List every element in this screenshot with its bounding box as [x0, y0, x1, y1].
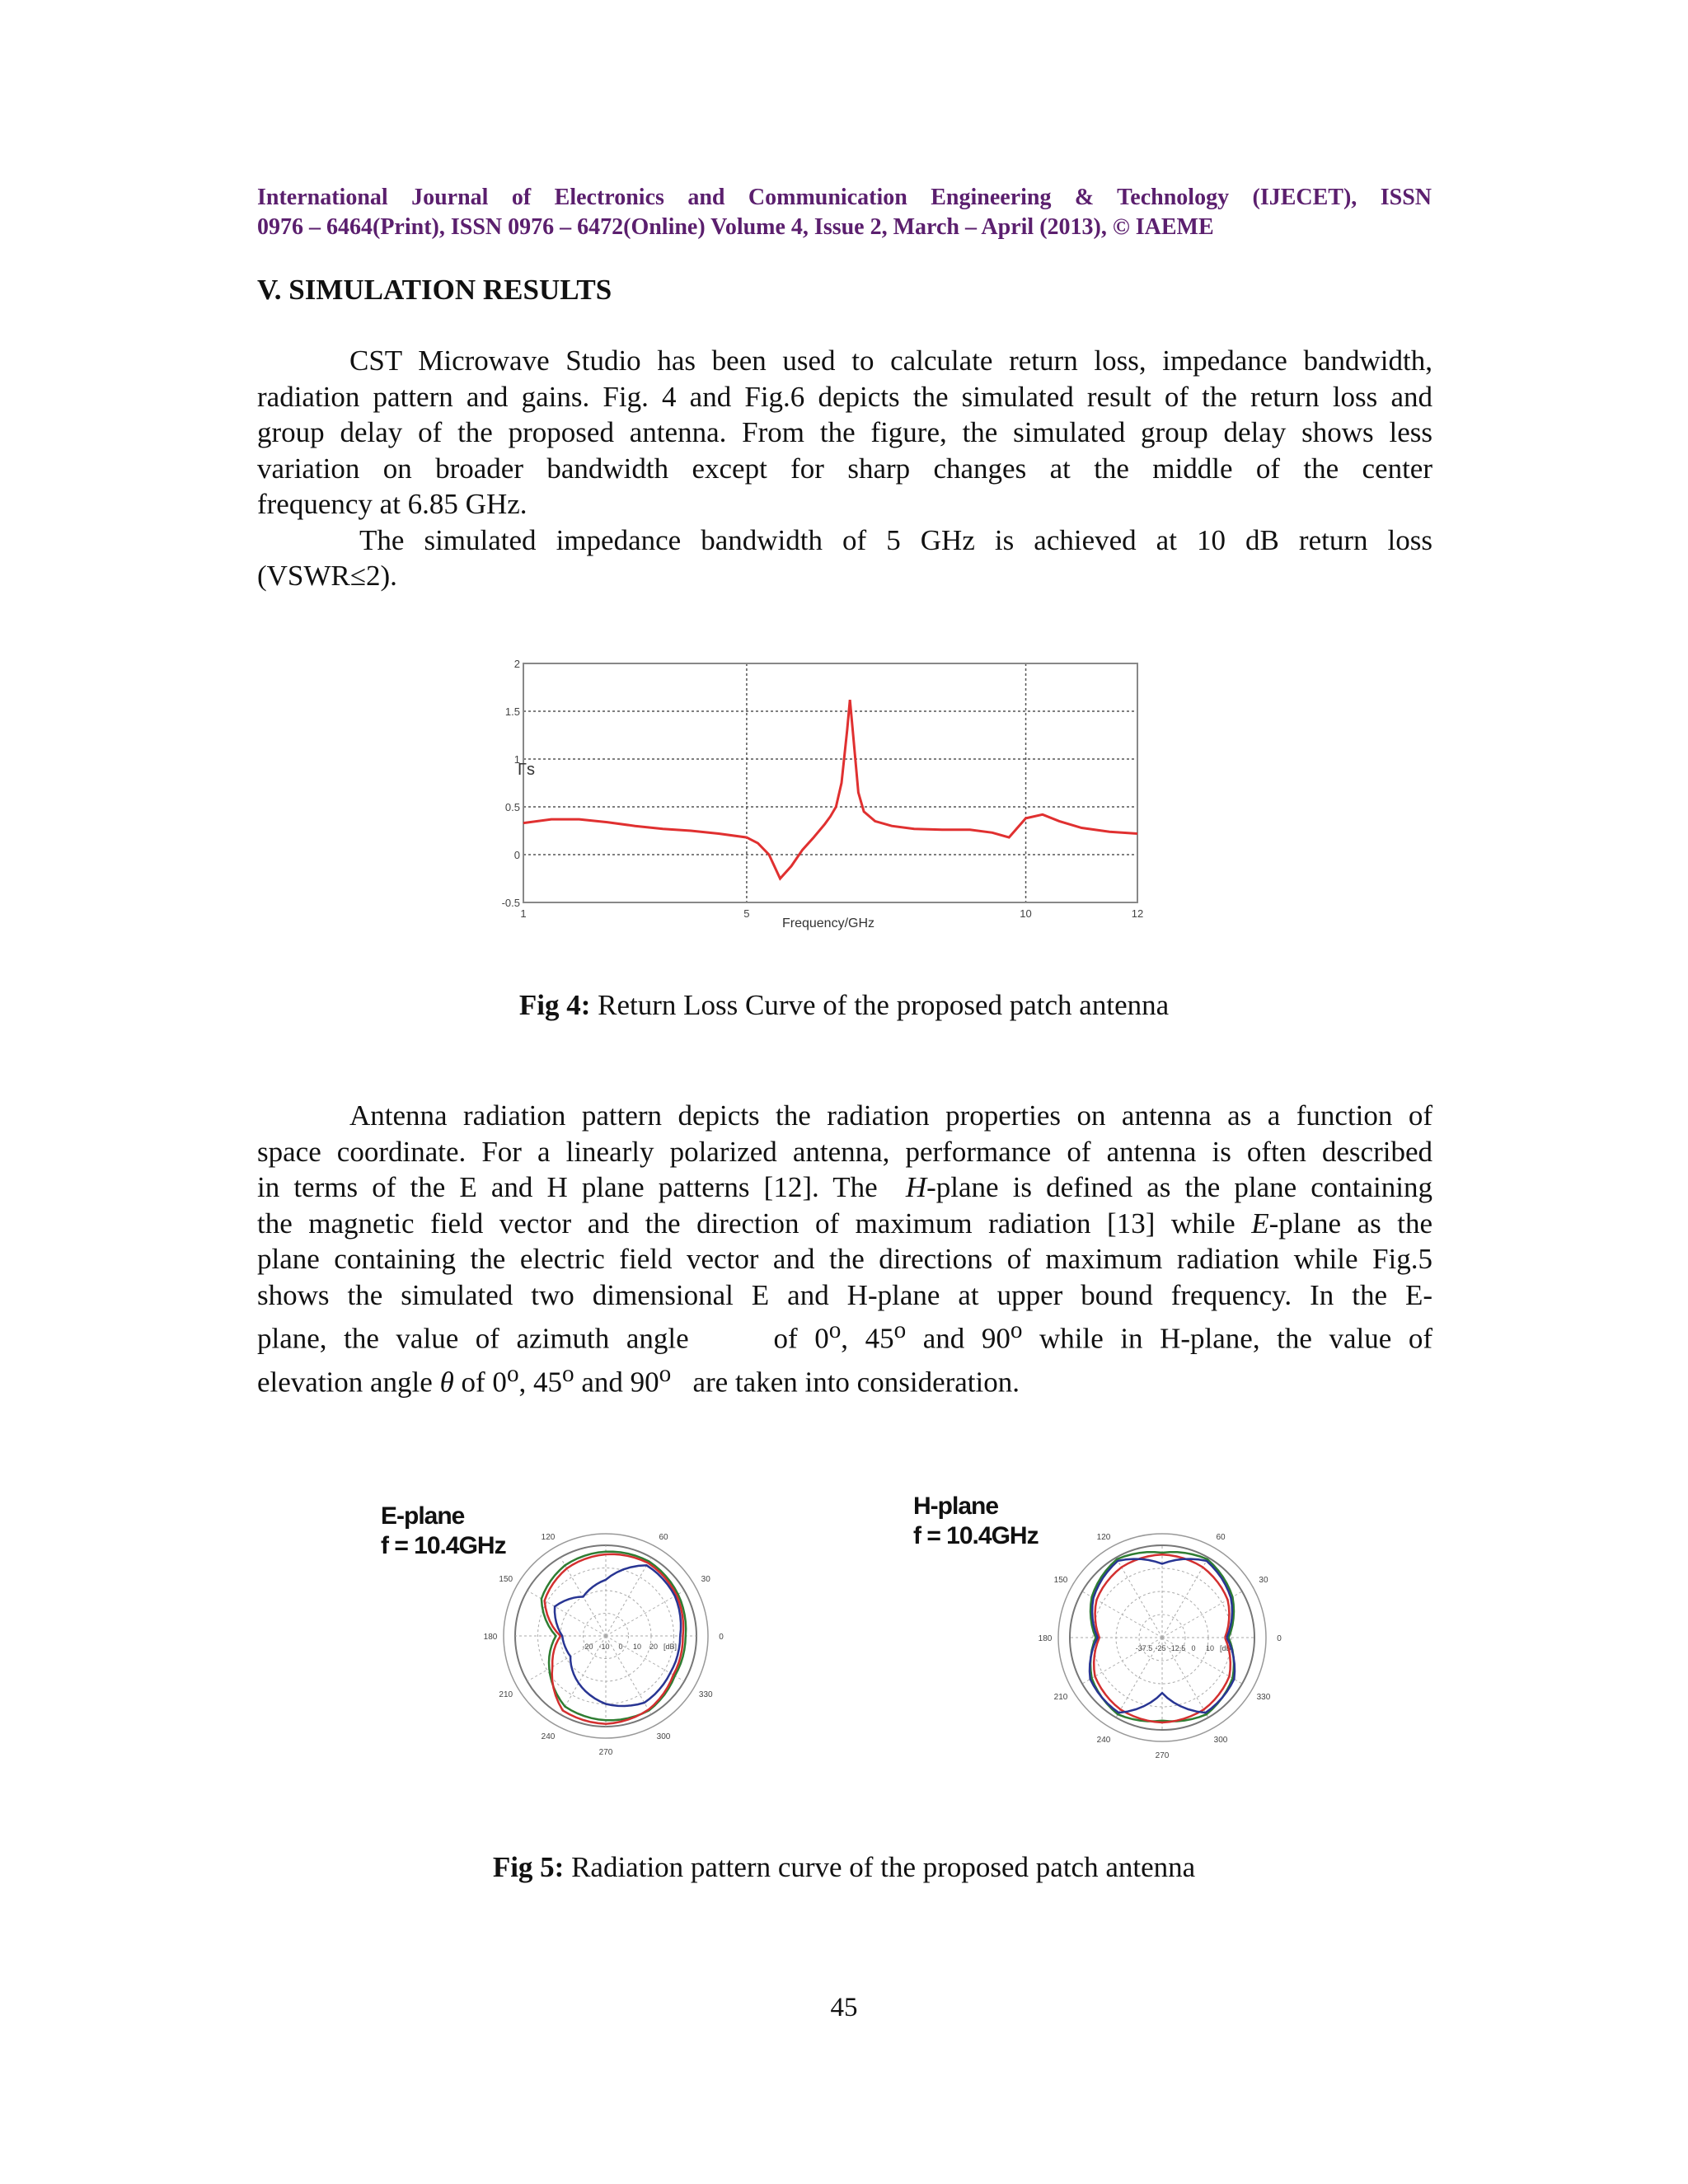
polar-spoke [606, 1591, 684, 1636]
angle-label: 60 [659, 1532, 668, 1542]
radial-label: 20 [649, 1643, 659, 1651]
section-title: V. SIMULATION RESULTS [257, 274, 612, 306]
paragraph-line: (VSWR≤2). [257, 560, 397, 592]
e-plane-polar-chart [483, 1479, 724, 1793]
angle-label: 240 [541, 1732, 556, 1742]
y-tick-label: -0.5 [501, 897, 520, 909]
y-tick-label: 0 [513, 849, 520, 861]
fig5-caption-text: Radiation pattern curve of the proposed patch antenna [564, 1851, 1196, 1883]
polar-grid [504, 1534, 708, 1738]
h-plane-label [913, 1492, 1039, 1551]
y-tick-label: 1.5 [504, 705, 520, 718]
fig4-caption-label: Fig 4: [518, 989, 591, 1021]
angle-label: 270 [1155, 1751, 1170, 1760]
angle-label: 150 [1053, 1576, 1068, 1585]
e-plane-title: E-plane [381, 1502, 465, 1530]
paragraph-line: variation on broader bandwidth except for sharp changes at the middle of the center [257, 452, 1432, 485]
x-tick-label: 12 [1131, 907, 1144, 920]
h-plane-title: H-plane [913, 1493, 999, 1520]
paragraph-line: shows the simulated two dimensional E and H-plane at upper bound frequency. In the E- [257, 1278, 1432, 1311]
angle-label: 300 [1213, 1735, 1228, 1745]
radial-label: 10 [1205, 1644, 1215, 1652]
paragraph-2 [257, 1098, 1432, 1400]
paragraph-line: group delay of the proposed antenna. From the figure, the simulated group delay shows less [257, 416, 1432, 448]
paragraph-line: CST Microwave Studio has been used to calculate return loss, impedance bandwidth, [349, 344, 1432, 377]
h-plane-italic: H [905, 1171, 927, 1203]
radial-label: -37.5 [1135, 1644, 1153, 1652]
angle-label: 0 [1277, 1634, 1282, 1643]
angle-label: 330 [1256, 1693, 1271, 1702]
angle-label: 30 [1259, 1576, 1268, 1585]
y-tick-label: 1 [513, 753, 520, 766]
radial-label: -12.5 [1168, 1644, 1186, 1652]
journal-header-line2: 0976 – 6464(Print), ISSN 0976 – 6472(Online) Volume 4, Issue 2, March – April (2013), © IAEME [257, 214, 1214, 240]
e-plane-label [381, 1502, 506, 1561]
paragraph-line: plane containing the electric field vector and the directions of maximum radiation while Fig.5 [257, 1243, 1432, 1275]
paragraph-line: plane, the value of azimuth angle of 0$^o$, 45$^o$ and 90$^o$ while in H-plane, the value of [257, 1317, 1433, 1355]
polar-grid [1058, 1534, 1266, 1741]
angle-label: 0 [719, 1633, 724, 1642]
return-loss-series-line [523, 700, 1137, 879]
fig5-caption-label: Fig 5: [492, 1851, 565, 1883]
theta-symbol: θ [439, 1366, 454, 1399]
angle-label: 270 [598, 1748, 613, 1757]
x-tick-label: 5 [743, 907, 750, 920]
angle-label: 120 [541, 1532, 556, 1542]
angle-label: 180 [483, 1633, 498, 1642]
radial-label: [dB] [1219, 1644, 1234, 1652]
polar-spoke [1162, 1558, 1208, 1638]
fig4-caption [0, 989, 1688, 1022]
e-plane-italic: E [1251, 1207, 1269, 1240]
y-axis-label: Γs [518, 761, 536, 779]
radial-label: -10 [598, 1643, 610, 1651]
angle-label: 120 [1096, 1533, 1111, 1543]
fig5-caption [0, 1851, 1688, 1884]
paragraph-line: space coordinate. For a linearly polarized antenna, performance of antenna is often described [257, 1135, 1432, 1168]
h-plane-frequency: f = 10.4GHz [913, 1522, 1039, 1549]
paragraph-1 [257, 343, 1432, 594]
radial-label: 0 [618, 1643, 623, 1651]
y-tick-label: 2 [513, 658, 520, 670]
paragraph-line: the magnetic field vector and the direction of maximum radiation [13] while E-plane as the [257, 1207, 1432, 1240]
angle-label: 300 [656, 1732, 671, 1742]
x-tick-label: 1 [520, 907, 527, 920]
radial-label: -20 [582, 1643, 593, 1651]
journal-header-line1: International Journal of Electronics and Communication Engineering & Technology (IJECET), ISSN [257, 185, 1432, 210]
y-tick-label: 0.5 [504, 801, 520, 813]
radial-label: [dB] [663, 1643, 678, 1651]
x-axis-label: Frequency/GHz [781, 916, 875, 930]
fig4-caption-text: Return Loss Curve of the proposed patch antenna [590, 989, 1170, 1021]
angle-label: 210 [499, 1690, 513, 1699]
paragraph-line: in terms of the E and H plane patterns [12]. The H-plane is defined as the plane containing [257, 1171, 1432, 1203]
polar-spoke [606, 1558, 651, 1636]
polar-spoke [528, 1591, 606, 1636]
chart-grid [523, 663, 1137, 902]
angle-label: 180 [1038, 1634, 1053, 1643]
h-plane-polar-chart [1038, 1479, 1282, 1809]
paragraph-line: The simulated impedance bandwidth of 5 GHz is achieved at 10 dB return loss [359, 523, 1432, 556]
angle-label: 210 [1053, 1693, 1068, 1702]
plot-frame [523, 663, 1137, 902]
x-tick-label: 10 [1020, 907, 1032, 920]
e-plane-frequency: f = 10.4GHz [381, 1532, 506, 1559]
radial-label: 0 [1191, 1644, 1196, 1652]
angle-label: 330 [698, 1690, 713, 1699]
radial-label: 10 [632, 1643, 642, 1651]
paragraph-line: elevation angle θ of 0$^o$, 45$^o$ and 90$^o$ are taken into consideration. [257, 1361, 1020, 1399]
return-loss-chart [503, 651, 1154, 940]
page-number: 45 [830, 1993, 858, 2022]
angle-label: 240 [1096, 1735, 1111, 1745]
angle-label: 60 [1216, 1533, 1226, 1543]
angle-label: 150 [499, 1575, 513, 1584]
angle-label: 30 [701, 1575, 710, 1584]
paragraph-line: radiation pattern and gains. Fig. 4 and Fig.6 depicts the simulated result of the return loss and [257, 380, 1432, 413]
paragraph-line: Antenna radiation pattern depicts the radiation properties on antenna as a function of [349, 1099, 1432, 1132]
tick-labels [502, 658, 1144, 920]
polar-spoke [1116, 1558, 1162, 1638]
polar-spoke [528, 1636, 606, 1681]
radial-label: -25 [1155, 1644, 1166, 1652]
paragraph-line: frequency at 6.85 GHz. [257, 488, 528, 520]
